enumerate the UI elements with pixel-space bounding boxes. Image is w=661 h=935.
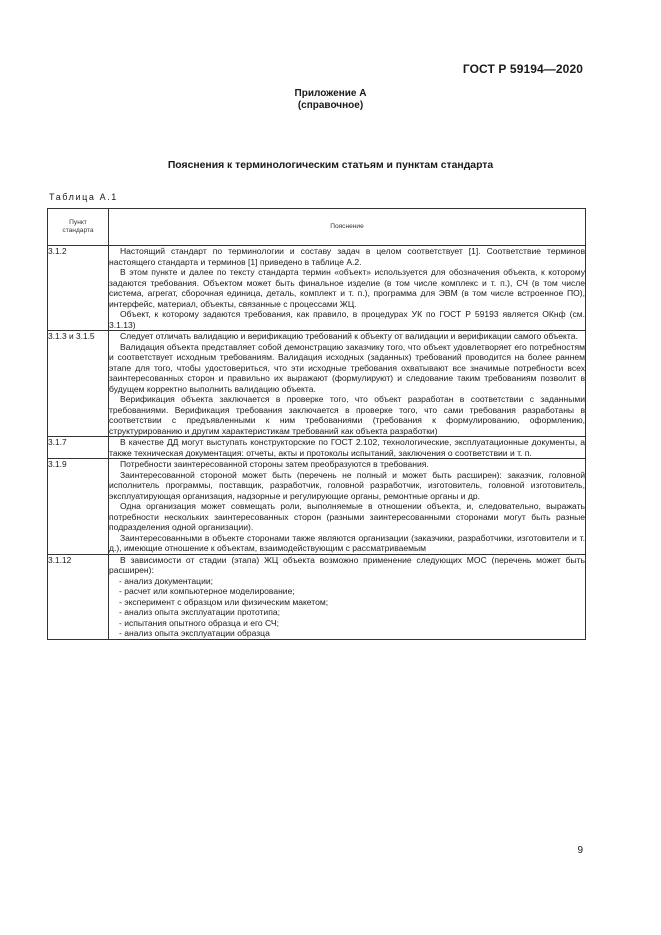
list-item: - анализ документации; [119, 575, 213, 586]
list-item: - эксперимент с образцом или физическим макетом; [119, 596, 329, 607]
table-row [48, 459, 586, 555]
table-row [48, 246, 586, 331]
row-point: 3.1.2 [48, 246, 109, 331]
list-item: - расчет или компьютерное моделирование; [119, 586, 295, 596]
paragraph: Заинтересованными в объекте сторонами также являются организации (заказчики, разработчики, изготовители и т. д.), имеющие отношение к объектам, взаимодействующим с рассматриваемым [109, 532, 585, 553]
paragraph: Объект, к которому задаются требования, как правило, в процедурах УК по ГОСТ Р 59193 является ОКнф (см. 3.1.13) [109, 309, 585, 330]
row-explanation [109, 554, 586, 639]
column-header-explanation: Пояснение [109, 209, 586, 246]
paragraph: Потребности заинтересованной стороны затем преобразуются в требования. [120, 459, 429, 469]
list-item: - анализ опыта эксплуатации образца [119, 628, 270, 638]
page-number: 9 [577, 845, 583, 856]
row-explanation [109, 459, 586, 555]
paragraph: Валидация объекта представляет собой демонстрацию заказчику того, что объект удовлетворяет его потребностям и соответствует исходным требованиям. Валидация исходных (заданных) требований проводится на более раннем этапе для того, чтобы удостовериться, что эти исходные требования охватывают все значимые потребности всех заинтересованных сторон и правильно их выражают (формулируют) и следование таким требованиям позволит в будущем корректно выполнить валидацию объекта. [109, 341, 585, 394]
appendix-note: (справочное) [297, 100, 364, 111]
row-point: 3.1.12 [48, 554, 109, 639]
paragraph: Одна организация может совмещать роли, выполняемые в отношении объекта, и, следовательно, выражать потребности нескольких заинтересованных сторон (разными заинтересованными сторонами могут быть разные подразделения одной организации). [109, 501, 585, 532]
row-explanation [109, 331, 586, 437]
column-header-point: Пункт стандарта [48, 209, 109, 246]
paragraph: В зависимости от стадии (этапа) ЖЦ объекта возможно применение следующих МОС (перечень может быть расширен): [109, 554, 585, 575]
paragraph: Верификация объекта заключается в проверке того, что объект разработан в соответствии с заданными требованиями. Верификация требования заключается в проверке того, что сами требования разработаны в соответствии с предъявленными к ним требованиями (требования к формулированию, оформлению, структурированию и другим характеристикам требований как объекта разработки) [109, 394, 585, 436]
section-title: Пояснения к терминологическим статьям и пунктам стандарта [167, 160, 494, 171]
row-point: 3.1.7 [48, 437, 109, 459]
table-header-row [48, 209, 586, 246]
table-row [48, 554, 586, 639]
paragraph: В качестве ДД могут выступать конструкторские по ГОСТ 2.102, технологические, эксплуатационные документы, а также техническая документация: отчеты, акты и протоколы испытаний, заключения о соответствии и т. п. [109, 437, 585, 458]
list-item: - анализ опыта эксплуатации прототипа; [119, 607, 280, 617]
table-row [48, 437, 586, 459]
row-explanation [109, 246, 586, 331]
paragraph: Настоящий стандарт по терминологии и составу задач в целом соответствует [1]. Соответствие терминов настоящего стандарта и терминов [1] приведено в таблице А.2. [109, 246, 585, 267]
table-caption: Таблица А.1 [49, 192, 118, 202]
methods-list [109, 576, 585, 639]
paragraph: Следует отличать валидацию и верификацию требований к объекту от валидации и верификации самого объекта. [120, 331, 578, 341]
row-explanation [109, 437, 586, 459]
standard-code: ГОСТ Р 59194—2020 [462, 62, 583, 76]
appendix-title: Приложение А [294, 88, 367, 99]
paragraph: Заинтересованной стороной может быть (перечень не полный и может быть расширен): заказчик, головной исполнитель программы, поставщик, разработчик, головной разработчик, изготовитель, головной изготовитель, эксплуатирующая организация, надзорные и регулирующие органы, ремонтные органы и др. [109, 469, 585, 501]
appendix-heading [0, 88, 661, 112]
paragraph: В этом пункте и далее по тексту стандарта термин «объект» используется для обозначения объекта, к которому задаются требования. Объектом может быть финальное изделие (в том числе комплекс и т. п.), СЧ (в том числе система, агрегат, сборочная единица, деталь, комплект и т. п.), программа для ЭВМ (в том числе встроенное ПО), интерфейс, материал, объекты, связанные с процессами ЖЦ. [109, 267, 585, 309]
row-point: 3.1.9 [48, 459, 109, 555]
row-point: 3.1.3 и 3.1.5 [48, 331, 109, 437]
list-item: - испытания опытного образца и его СЧ; [119, 617, 279, 628]
explanations-table [47, 208, 586, 640]
table-row [48, 331, 586, 437]
